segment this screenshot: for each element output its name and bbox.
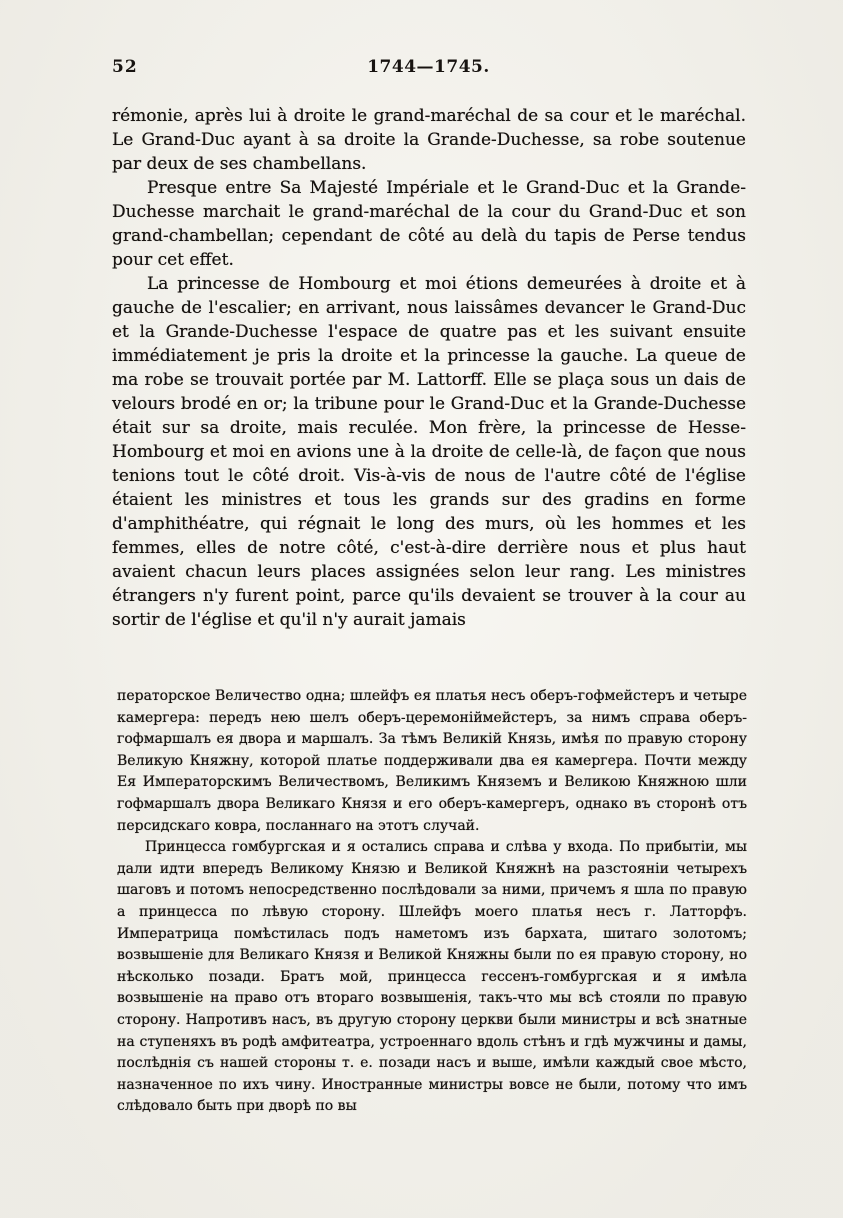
page-number: 52 xyxy=(112,57,138,77)
main-paragraph-continuation: rémonie, après lui à droite le grand-maréchal de sa cour et le maréchal. Le Grand-Duc ayant à sa droite la Grande-Duchesse, sa robe soutenue par deux de ses chambellans. xyxy=(112,106,746,174)
footnote-paragraph: Принцесса гомбургская и я остались справа и слѣва у входа. По прибытіи, мы дали идти впередъ Великому Князю и Великой Княжнѣ на разстояніи четырехъ шаговъ и потомъ непосредственно послѣдовали за ними, причемъ я шла по правую а принцесса по лѣвую сторону. Шлейфъ моего платья несъ г. Латторфъ. Императрица помѣстилась подъ наметомъ изъ бархата, шитаго золотомъ; возвышеніе для Великаго Князя и Великой Княжны были по ея правую сторону, но нѣсколько позади. Братъ мой, принцесса гессенъ-гомбургская и я имѣла возвышеніе на право отъ втораго возвышенія, такъ-что мы всѣ стояли по правую сторону. Напротивъ насъ, въ другую сторону церкви были министры и всѣ знатные на ступеняхъ въ родѣ амфитеатра, устроеннаго вдоль стѣнъ и гдѣ мужчины и дамы, послѣднія съ нашей стороны т. е. позади насъ и выше, имѣли каждый свое мѣсто, назначенное по ихъ чину. Иностранные министры вовсе не были, потому что имъ слѣдовало быть при дворѣ по вы xyxy=(117,839,747,1115)
footnote-paragraph-continuation: ператорское Величество одна; шлейфъ ея платья несъ оберъ-гофмейстеръ и четыре камергера: передъ нею шелъ оберъ-церемоніймейстеръ, за нимъ справа оберъ-гофмаршалъ ея двора и маршалъ. За тѣмъ Великій Князь, имѣя по правую сторону Великую Княжну, которой платье поддерживали два ея камергера. Почти между Ея Императорскимъ Величествомъ, Великимъ Княземъ и Великою Княжною шли гофмаршалъ двора Великаго Князя и его оберъ-камергеръ, однако въ сторонѣ отъ персидскаго ковра, посланнаго на этотъ случай. xyxy=(117,688,747,834)
main-text-french xyxy=(112,104,746,632)
footnote-text-russian xyxy=(117,686,747,1118)
main-paragraph: Presque entre Sa Majesté Impériale et le Grand-Duc et la Grande-Duchesse marchait le grand-maréchal de la cour du Grand-Duc et son grand-chambellan; cependant de côté au delà du tapis de Perse tendus pour cet effet. xyxy=(112,178,746,270)
main-paragraph: La princesse de Hombourg et moi étions demeurées à droite et à gauche de l'escalier; en arrivant, nous laissâmes devancer le Grand-Duc et la Grande-Duchesse l'espace de quatre pas et les suivant ensuite immédiatement je pris la droite et la princesse la gauche. La queue de ma robe se trouvait portée par M. Lattorff. Elle se plaça sous un dais de velours brodé en or; la tribune pour le Grand-Duc et la Grande-Duchesse était sur sa droite, mais reculée. Mon frère, la princesse de Hesse-Hombourg et moi en avions une à la droite de celle-là, de façon que nous tenions tout le côté droit. Vis-à-vis de nous de l'autre côté de l'église étaient les ministres et tous les grands sur des gradins en forme d'amphithéatre, qui régnait le long des murs, où les hommes et les femmes, elles de notre côté, c'est-à-dire derrière nous et plus haut avaient chacun leurs places assignées selon leur rang. Les ministres étrangers n'y furent point, parce qu'ils devaient se trouver à la cour au sortir de l'église et qu'il n'y aurait jamais xyxy=(112,274,746,630)
page-header xyxy=(112,57,745,83)
running-head-years: 1744—1745. xyxy=(367,57,490,77)
